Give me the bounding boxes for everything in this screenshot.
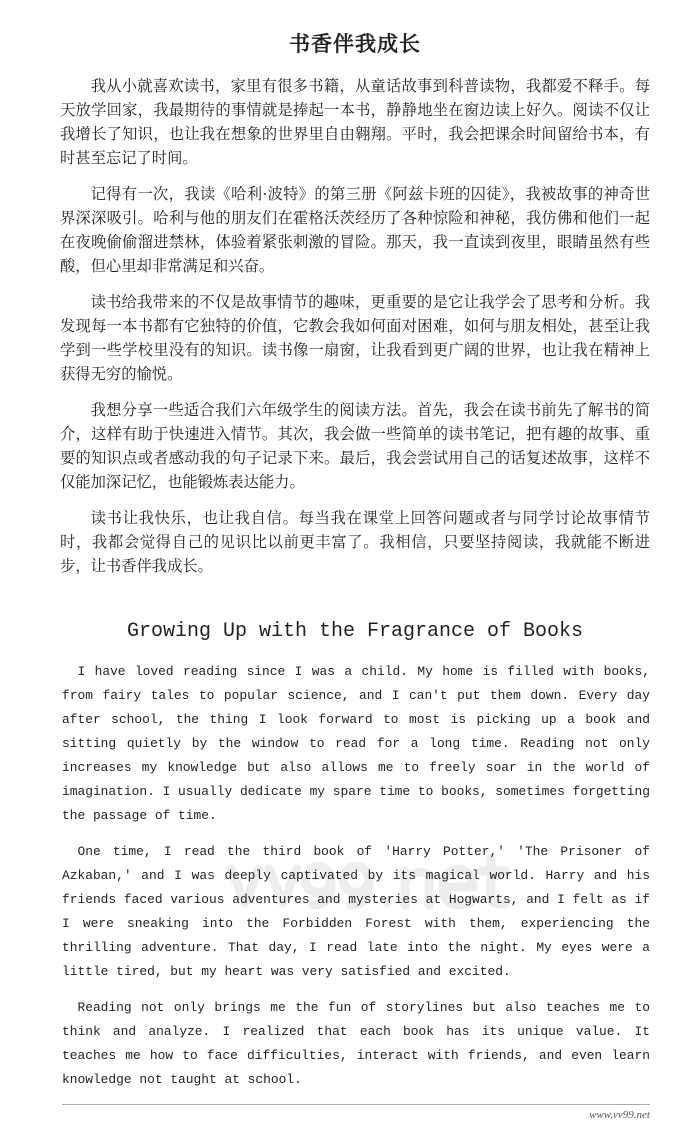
chinese-paragraph: 我想分享一些适合我们六年级学生的阅读方法。首先，我会在读书前先了解书的简介，这样有助于快速进入情节。其次，我会做一些简单的读书笔记，把有趣的故事、重要的知识点或者感动我的句子记录下来。最后，我会尝试用自己的话复述故事，这样不仅能加深记忆，也能锻炼表达能力。 [60,401,650,491]
chinese-paragraph: 我从小就喜欢读书，家里有很多书籍，从童话故事到科普读物，我都爱不释手。每天放学回家，我最期待的事情就是捧起一本书，静静地坐在窗边读上好久。阅读不仅让我增长了知识，也让我在想象的世界里自由翱翔。平时，我会把课余时间留给书本，有时甚至忘记了时间。 [60,77,650,167]
english-paragraph: I have loved reading since I was a child. My home is filled with books, from fairy tales to popular science, and I can't put them down. Every day after school, the thing I look forward to most is picking up a book and sitting quietly by the window to read for a long time. Reading not only increases my knowledge but also allows me to freely soar in the world of imagination. I usually dedicate my spare time to books, sometimes forgetting the passage of time. [62,664,650,823]
chinese-paragraph: 记得有一次，我读《哈利·波特》的第三册《阿兹卡班的囚徒》，我被故事的神奇世界深深吸引。哈利与他的朋友们在霍格沃茨经历了各种惊险和神秘，我仿佛和他们一起在夜晚偷偷溜进禁林，体验着紧张刺激的冒险。那天，我一直读到夜里，眼睛虽然有些酸，但心里却非常满足和兴奋。 [60,185,650,275]
english-paragraph: Reading not only brings me the fun of storylines but also teaches me to think and analyze. I realized that each book has its unique value. It teaches me how to face difficulties, interact with friends, and even learn knowledge not taught at school. [62,1000,650,1087]
document-page [60,0,650,1142]
english-paragraph: One time, I read the third book of 'Harry Potter,' 'The Prisoner of Azkaban,' and I was deeply captivated by its magical world. Harry and his friends faced various adventures and mysteries at Hogwarts, and I felt as if I were sneaking into the Forbidden Forest with them, experiencing the thrilling adventure. That day, I read late into the night. My eyes were a little tired, but my heart was very satisfied and excited. [62,844,650,979]
chinese-paragraph: 读书给我带来的不仅是故事情节的趣味，更重要的是它让我学会了思考和分析。我发现每一本书都有它独特的价值，它教会我如何面对困难，如何与朋友相处，甚至让我学到一些学校里没有的知识。读书像一扇窗，让我看到更广阔的世界，也让我在精神上获得无穷的愉悦。 [60,293,650,383]
chinese-body [60,74,650,578]
footer-divider [62,1104,650,1105]
english-title: Growing Up with the Fragrance of Books [126,620,584,643]
footer-site: www.vv99.net [589,1109,650,1121]
chinese-title: 书香伴我成长 [289,31,421,56]
english-body [62,660,650,1092]
chinese-paragraph: 读书让我快乐，也让我自信。每当我在课堂上回答问题或者与同学讨论故事情节时，我都会觉得自己的见识比以前更丰富了。我相信，只要坚持阅读，我就能不断进步，让书香伴我成长。 [60,509,650,575]
